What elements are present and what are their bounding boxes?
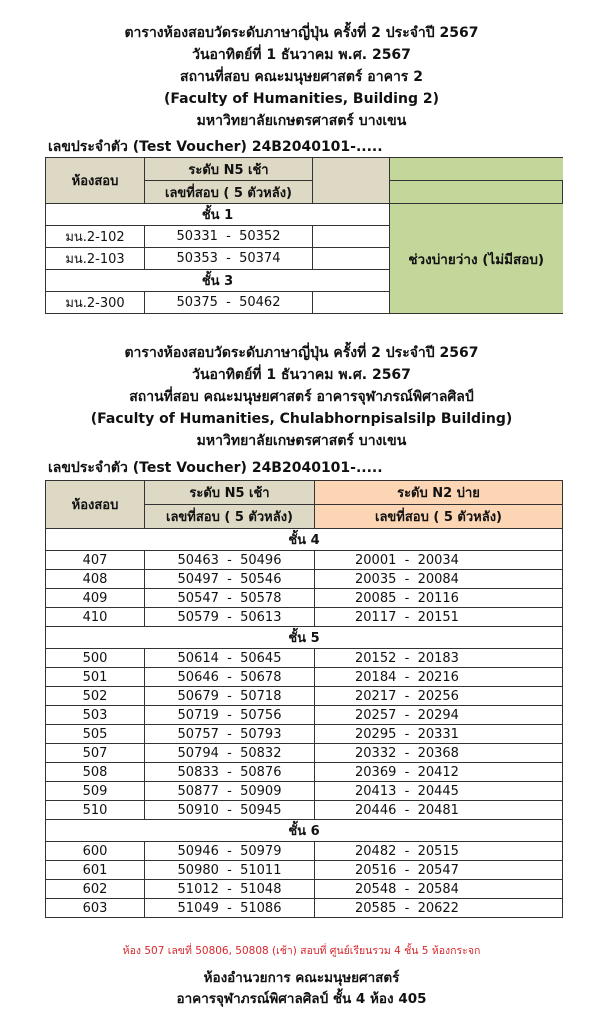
table-row: [46, 842, 563, 861]
floor-label: ชั้น 1: [46, 204, 390, 226]
room-cell: 510: [46, 801, 145, 820]
table-row: [46, 668, 563, 687]
room-cell: มน.2-300: [46, 292, 145, 314]
section1-room-table: [45, 157, 563, 314]
room-cell: 600: [46, 842, 145, 861]
n2-range-cell: 20001 - 20034: [315, 551, 563, 570]
table-row: [46, 551, 563, 570]
control-room-title: ห้องอำนวยการ คณะมนุษยศาสตร์: [203, 970, 400, 986]
table-row: [46, 801, 563, 820]
n2-range-cell: 20117 - 20151: [315, 608, 563, 627]
n2-range-cell: 20585 - 20622: [315, 899, 563, 918]
exam-venue-english: (Faculty of Humanities, Chulabhornpisalsilp Building): [90, 411, 513, 427]
n5-exam-number-subheader: เลขที่สอบ ( 5 ตัวหลัง): [145, 505, 315, 529]
floor-label: ชั้น 4: [46, 529, 563, 551]
room-cell: 501: [46, 668, 145, 687]
n5-range-cell: 50833 - 50876: [145, 763, 315, 782]
table-row: [46, 687, 563, 706]
n2-range-cell: 20369 - 20412: [315, 763, 563, 782]
table-row: [46, 880, 563, 899]
n5-range-cell: 50946 - 50979: [145, 842, 315, 861]
control-room-location: อาคารจุฬาภรณ์พิศาลศิลป์ ชั้น 4 ห้อง 405: [176, 991, 427, 1007]
floor-label: ชั้น 5: [46, 627, 563, 649]
n5-range-cell: 50757 - 50793: [145, 725, 315, 744]
n2-range-cell: 20295 - 20331: [315, 725, 563, 744]
empty-cell: [313, 226, 390, 248]
table-row: [46, 589, 563, 608]
n5-range-cell: 50980 - 51011: [145, 861, 315, 880]
room-cell: 408: [46, 570, 145, 589]
n2-range-cell: 20035 - 20084: [315, 570, 563, 589]
n2-range-cell: 20516 - 20547: [315, 861, 563, 880]
exam-date: วันอาทิตย์ที่ 1 ธันวาคม พ.ศ. 2567: [192, 47, 411, 63]
room-cell: 407: [46, 551, 145, 570]
table-row: [46, 744, 563, 763]
section2-room-table: [45, 480, 563, 918]
n5-range-cell: 50877 - 50909: [145, 782, 315, 801]
empty-header-cell: [313, 158, 390, 204]
n5-range-cell: 50331 - 50352: [145, 226, 313, 248]
n2-level-header: ระดับ N2 บ่าย: [315, 481, 563, 505]
room-column-header: ห้องสอบ: [46, 481, 145, 529]
room-cell: 601: [46, 861, 145, 880]
n2-range-cell: 20085 - 20116: [315, 589, 563, 608]
n5-level-header: ระดับ N5 เช้า: [145, 158, 313, 181]
table-row: [46, 608, 563, 627]
schedule-title: ตารางห้องสอบวัดระดับภาษาญี่ปุ่น ครั้งที่ 2 ประจำปี 2567: [124, 25, 479, 41]
afternoon-subheader-cell: [390, 181, 563, 204]
n2-exam-number-subheader: เลขที่สอบ ( 5 ตัวหลัง): [315, 505, 563, 529]
control-room-footer: [0, 968, 603, 1010]
n5-range-cell: 50646 - 50678: [145, 668, 315, 687]
university-name: มหาวิทยาลัยเกษตรศาสตร์ บางเขน: [196, 113, 407, 129]
table-row: [46, 570, 563, 589]
room-cell: 602: [46, 880, 145, 899]
schedule-title: ตารางห้องสอบวัดระดับภาษาญี่ปุ่น ครั้งที่ 2 ประจำปี 2567: [124, 345, 479, 361]
room-cell: 409: [46, 589, 145, 608]
n2-range-cell: 20152 - 20183: [315, 649, 563, 668]
room-cell: 410: [46, 608, 145, 627]
room-cell: 603: [46, 899, 145, 918]
room-cell: 509: [46, 782, 145, 801]
room-cell: 507: [46, 744, 145, 763]
empty-cell: [313, 248, 390, 270]
room-cell: 503: [46, 706, 145, 725]
n5-range-cell: 50679 - 50718: [145, 687, 315, 706]
test-voucher-label: เลขประจำตัว (Test Voucher) 24B2040101-.....: [48, 139, 383, 155]
n5-range-cell: 50463 - 50496: [145, 551, 315, 570]
n5-range-cell: 51012 - 51048: [145, 880, 315, 899]
n5-range-cell: 50719 - 50756: [145, 706, 315, 725]
university-name: มหาวิทยาลัยเกษตรศาสตร์ บางเขน: [196, 433, 407, 449]
empty-cell: [313, 292, 390, 314]
n5-range-cell: 50375 - 50462: [145, 292, 313, 314]
n5-exam-number-subheader: เลขที่สอบ ( 5 ตัวหลัง): [145, 181, 313, 204]
n5-range-cell: 50497 - 50546: [145, 570, 315, 589]
n5-range-cell: 50794 - 50832: [145, 744, 315, 763]
floor-label: ชั้น 3: [46, 270, 390, 292]
room-cell: มน.2-103: [46, 248, 145, 270]
room-cell: 505: [46, 725, 145, 744]
table-row: [46, 725, 563, 744]
room-cell: มน.2-102: [46, 226, 145, 248]
floor-label: ชั้น 6: [46, 820, 563, 842]
n5-level-header: ระดับ N5 เช้า: [145, 481, 315, 505]
n5-range-cell: 51049 - 51086: [145, 899, 315, 918]
table-row: [46, 782, 563, 801]
n2-range-cell: 20446 - 20481: [315, 801, 563, 820]
n2-range-cell: 20217 - 20256: [315, 687, 563, 706]
room-cell: 508: [46, 763, 145, 782]
table-row: [46, 899, 563, 918]
section1-heading: [0, 22, 603, 132]
table-row: [46, 763, 563, 782]
section2-heading: [0, 342, 603, 452]
exam-venue-thai: สถานที่สอบ คณะมนุษยศาสตร์ อาคาร 2: [180, 69, 423, 85]
n2-range-cell: 20413 - 20445: [315, 782, 563, 801]
room-cell: 500: [46, 649, 145, 668]
n2-range-cell: 20184 - 20216: [315, 668, 563, 687]
n5-range-cell: 50547 - 50578: [145, 589, 315, 608]
exam-date: วันอาทิตย์ที่ 1 ธันวาคม พ.ศ. 2567: [192, 367, 411, 383]
afternoon-free-note: ช่วงบ่ายว่าง (ไม่มีสอบ): [390, 204, 563, 314]
n2-range-cell: 20548 - 20584: [315, 880, 563, 899]
afternoon-header-cell: [390, 158, 563, 181]
n5-range-cell: 50353 - 50374: [145, 248, 313, 270]
n2-range-cell: 20482 - 20515: [315, 842, 563, 861]
n5-range-cell: 50910 - 50945: [145, 801, 315, 820]
table-row: [46, 649, 563, 668]
exam-venue-thai: สถานที่สอบ คณะมนุษยศาสตร์ อาคารจุฬาภรณ์พิศาลศิลป์: [129, 389, 474, 405]
special-room-note: ห้อง 507 เลขที่ 50806, 50808 (เช้า) สอบที่ ศูนย์เรียนรวม 4 ชั้น 5 ห้องกระจก: [122, 945, 481, 957]
room-cell: 502: [46, 687, 145, 706]
n2-range-cell: 20332 - 20368: [315, 744, 563, 763]
n5-range-cell: 50579 - 50613: [145, 608, 315, 627]
exam-venue-english: (Faculty of Humanities, Building 2): [164, 91, 439, 107]
n5-range-cell: 50614 - 50645: [145, 649, 315, 668]
room-column-header: ห้องสอบ: [46, 158, 145, 204]
table-row: [46, 706, 563, 725]
table-row: [46, 861, 563, 880]
n2-range-cell: 20257 - 20294: [315, 706, 563, 725]
test-voucher-label: เลขประจำตัว (Test Voucher) 24B2040101-.....: [48, 460, 383, 476]
